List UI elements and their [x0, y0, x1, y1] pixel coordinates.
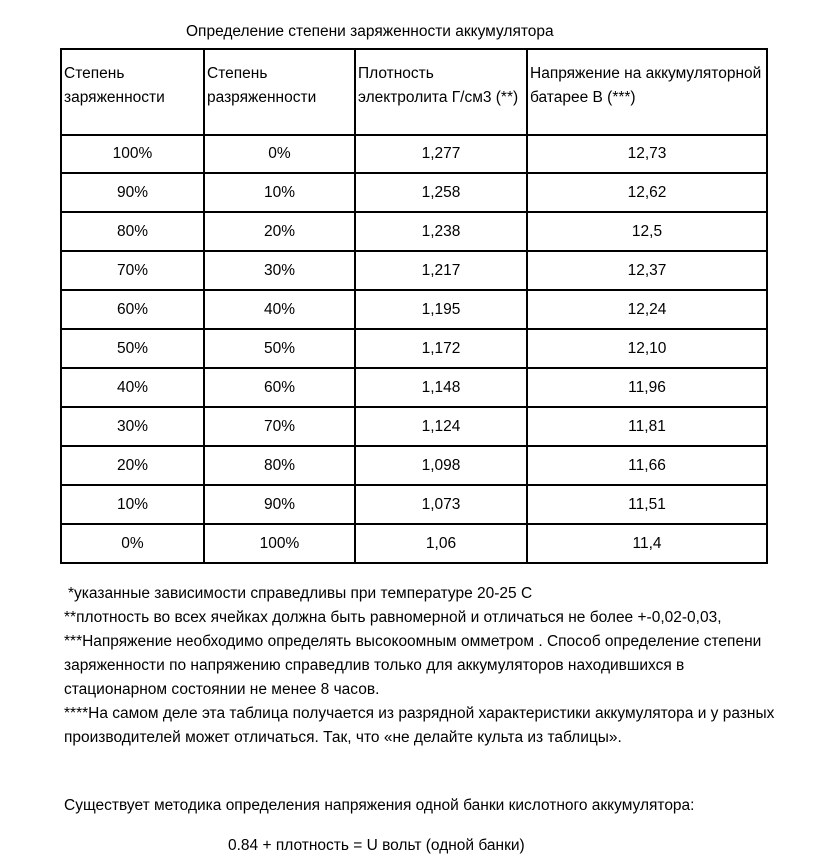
cell-discharge-level: 60% — [204, 368, 355, 407]
charge-level-table — [60, 48, 768, 564]
cell-battery-voltage: 12,62 — [527, 173, 767, 212]
cell-discharge-level: 0% — [204, 135, 355, 173]
header-battery-voltage: Напряжение на аккумуляторной батарее В (***) — [527, 49, 767, 135]
cell-charge-level: 80% — [61, 212, 204, 251]
cell-discharge-level: 30% — [204, 251, 355, 290]
cell-electrolyte-density: 1,277 — [355, 135, 527, 173]
footnote-density: **плотность во всех ячейках должна быть равномерной и отличаться не более +-0,02-0,03, — [64, 609, 722, 626]
table-row — [61, 290, 767, 329]
cell-battery-voltage: 11,66 — [527, 446, 767, 485]
table-body — [61, 135, 767, 563]
cell-battery-voltage: 11,4 — [527, 524, 767, 563]
table-row — [61, 173, 767, 212]
cell-battery-voltage: 12,73 — [527, 135, 767, 173]
cell-charge-level: 10% — [61, 485, 204, 524]
table-row — [61, 329, 767, 368]
cell-discharge-level: 90% — [204, 485, 355, 524]
cell-battery-voltage: 12,5 — [527, 212, 767, 251]
table-row — [61, 446, 767, 485]
table-row — [61, 212, 767, 251]
table-header-row — [61, 49, 767, 135]
cell-battery-voltage: 11,81 — [527, 407, 767, 446]
footnote-temperature: *указанные зависимости справедливы при температуре 20-25 С — [68, 585, 533, 602]
cell-electrolyte-density: 1,124 — [355, 407, 527, 446]
cell-discharge-level: 80% — [204, 446, 355, 485]
cell-charge-level: 20% — [61, 446, 204, 485]
cell-battery-voltage: 12,37 — [527, 251, 767, 290]
table-row — [61, 135, 767, 173]
cell-electrolyte-density: 1,098 — [355, 446, 527, 485]
header-discharge-level: Степень разряженности — [204, 49, 355, 135]
cell-electrolyte-density: 1,073 — [355, 485, 527, 524]
cell-battery-voltage: 11,96 — [527, 368, 767, 407]
cell-electrolyte-density: 1,217 — [355, 251, 527, 290]
cell-charge-level: 60% — [61, 290, 204, 329]
footnote-voltage: ***Напряжение необходимо определять высокоомным омметром . Способ определение степени заряженности по напряжению справедлив только для аккумуляторов находившихся в стационарном состоянии не менее 8 часов. — [64, 633, 762, 698]
table-row — [61, 524, 767, 563]
table-row — [61, 485, 767, 524]
cell-charge-level: 100% — [61, 135, 204, 173]
cell-discharge-level: 20% — [204, 212, 355, 251]
document-title: Определение степени заряженности аккумулятора — [186, 23, 554, 40]
footnote-table-origin: ****На самом деле эта таблица получается из разрядной характеристики аккумулятора и у разных производителей может отличаться. Так, что «не делайте культа из таблицы». — [64, 705, 775, 746]
cell-electrolyte-density: 1,195 — [355, 290, 527, 329]
method-text: Существует методика определения напряжения одной банки кислотного аккумулятора: — [64, 797, 695, 814]
cell-charge-level: 0% — [61, 524, 204, 563]
cell-discharge-level: 100% — [204, 524, 355, 563]
header-charge-level: Степень заряженности — [61, 49, 204, 135]
cell-electrolyte-density: 1,258 — [355, 173, 527, 212]
cell-electrolyte-density: 1,238 — [355, 212, 527, 251]
cell-charge-level: 40% — [61, 368, 204, 407]
cell-electrolyte-density: 1,148 — [355, 368, 527, 407]
table-row — [61, 368, 767, 407]
header-electrolyte-density: Плотность электролита Г/см3 (**) — [355, 49, 527, 135]
footnotes — [64, 582, 784, 750]
table-row — [61, 407, 767, 446]
cell-battery-voltage: 12,10 — [527, 329, 767, 368]
cell-discharge-level: 40% — [204, 290, 355, 329]
cell-electrolyte-density: 1,06 — [355, 524, 527, 563]
cell-discharge-level: 70% — [204, 407, 355, 446]
cell-discharge-level: 10% — [204, 173, 355, 212]
cell-charge-level: 70% — [61, 251, 204, 290]
cell-charge-level: 90% — [61, 173, 204, 212]
cell-battery-voltage: 11,51 — [527, 485, 767, 524]
table-row — [61, 251, 767, 290]
cell-charge-level: 50% — [61, 329, 204, 368]
cell-electrolyte-density: 1,172 — [355, 329, 527, 368]
cell-charge-level: 30% — [61, 407, 204, 446]
formula-text: 0.84 + плотность = U вольт (одной банки) — [228, 837, 525, 854]
cell-battery-voltage: 12,24 — [527, 290, 767, 329]
cell-discharge-level: 50% — [204, 329, 355, 368]
